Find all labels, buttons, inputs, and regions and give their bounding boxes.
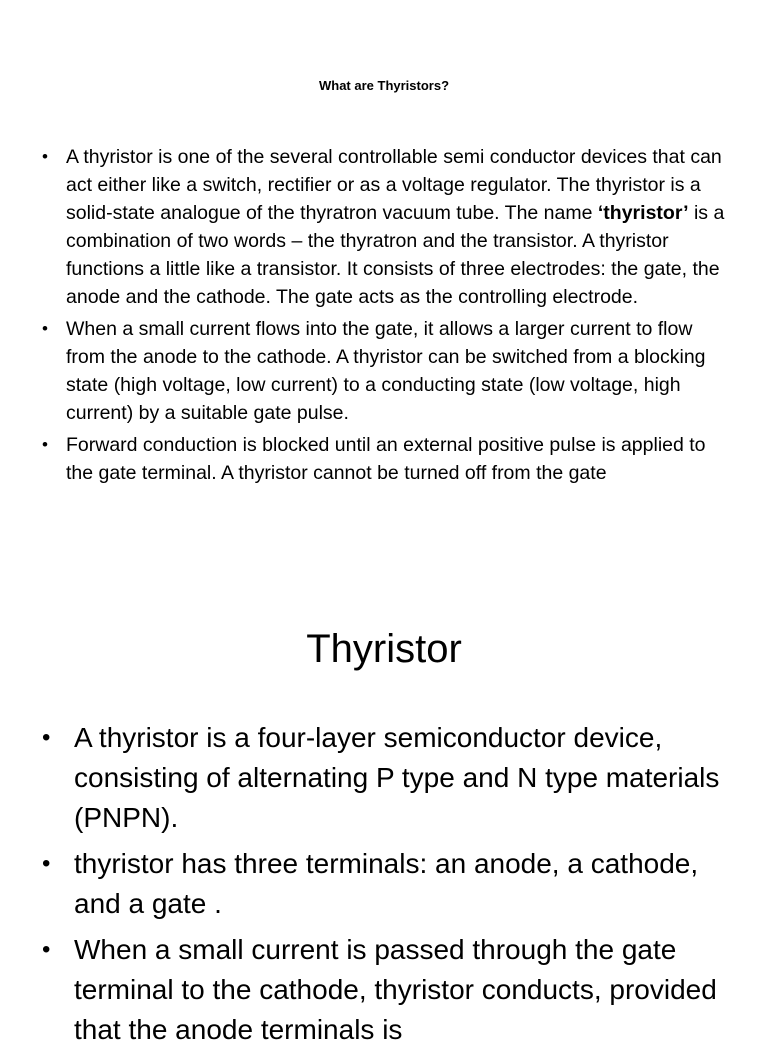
slide-thyristor: [0, 576, 768, 1045]
list-item-text: is a combination of two words – the thyratron and the transistor. A thyristor functions a little like a transistor. It consists of three electrodes: the gate, the anode and the cathode. The gate acts as the controlling electrode.: [66, 202, 725, 308]
slide-title: Thyristor: [306, 627, 462, 671]
list-item: [40, 718, 740, 838]
bullet-list: [40, 143, 730, 491]
list-item-text: A thyristor is one of the several controllable semi conductor devices that can act either like a switch, rectifier or as a voltage regulator. The thyristor is a solid-state analogue of the thyratron vacuum tube. The name: [66, 146, 722, 224]
bullet-icon: •: [42, 147, 48, 166]
list-item-bold-text: ‘thyristor’: [597, 202, 689, 224]
list-item: [40, 844, 740, 924]
bullet-icon: •: [42, 319, 48, 338]
bullet-icon: •: [42, 850, 51, 877]
list-item: [40, 143, 730, 311]
list-item: [40, 431, 730, 487]
bullet-icon: •: [42, 724, 51, 751]
bullet-list: [40, 718, 740, 1056]
list-item-text: When a small current is passed through the gate terminal to the cathode, thyristor conducts, provided that the anode terminals is: [74, 934, 717, 1045]
list-item-text: thyristor has three terminals: an anode, a cathode, and a gate .: [74, 848, 699, 919]
slide-title: What are Thyristors?: [318, 78, 450, 93]
list-item-text: A thyristor is a four-layer semiconductor device, consisting of alternating P type and N type materials (PNPN).: [74, 722, 720, 833]
bullet-icon: •: [42, 936, 51, 963]
bullet-icon: •: [42, 435, 48, 454]
list-item: [40, 315, 730, 427]
list-item-text: Forward conduction is blocked until an external positive pulse is applied to the gate terminal. A thyristor cannot be turned off from the gate: [66, 434, 706, 484]
list-item-text: When a small current flows into the gate, it allows a larger current to flow from the anode to the cathode. A thyristor can be switched from a blocking state (high voltage, low current) to a conducting state (low voltage, high current) by a suitable gate pulse.: [66, 318, 706, 424]
list-item: [40, 930, 740, 1050]
